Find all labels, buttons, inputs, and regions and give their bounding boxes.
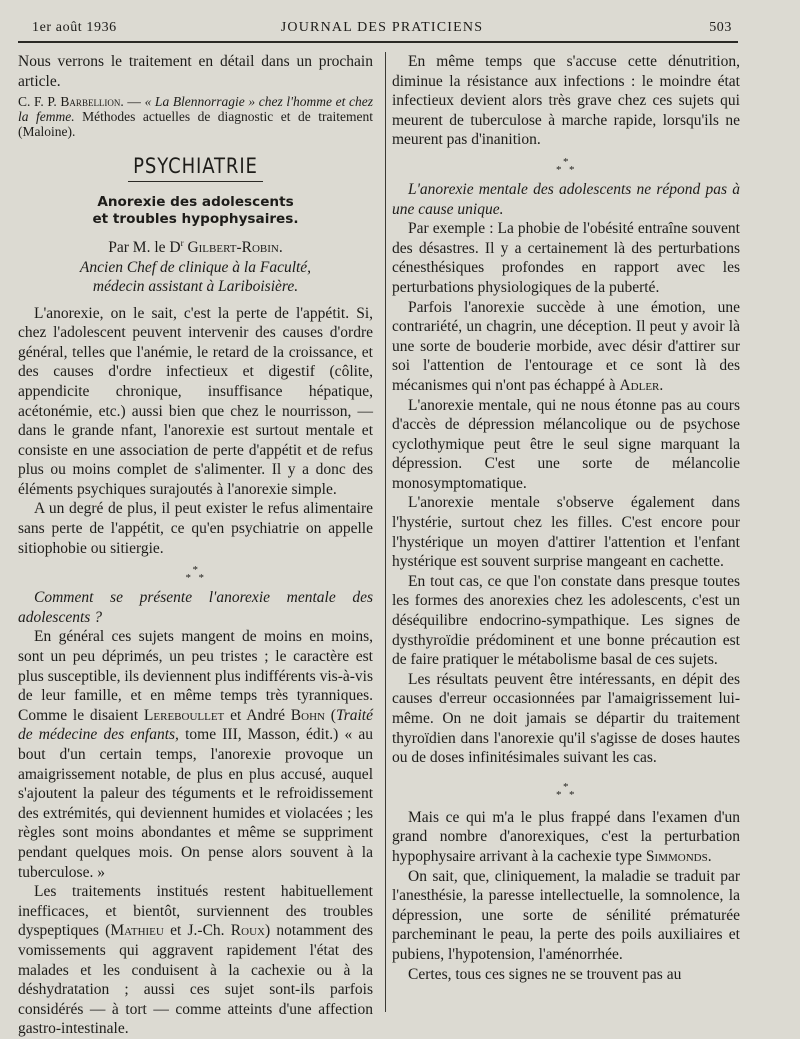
section-separator	[392, 768, 740, 808]
article-title-line-2: et troubles hypophysaires.	[92, 210, 299, 227]
body-paragraph: Par exemple : La phobie de l'obésité entraîne souvent des désastres. Il y a certainement là des perturbations cénesthésiques profondes en rapport avec les perturbations physiologiques de la puberté.	[392, 220, 740, 296]
header-page-number: 503	[709, 20, 732, 35]
body-paragraph: A un degré de plus, il peut exister le refus alimentaire sans perte de l'appétit, ce qu'en psychiatrie on appelle sitiophobie ou sitiergie.	[18, 500, 373, 557]
separator-star: *	[185, 572, 191, 585]
header-rule	[18, 41, 738, 43]
byline-author: Gilbert-Robin.	[183, 238, 283, 256]
body-paragraph	[18, 882, 373, 1039]
text-run: ) notamment des vomissements qui aggravent rapidement l'état des malades et les conduisent à la cachexie ou à la déshydratation ; aussi ces sujet sont-ils parfois considérés — à tort — comme atteints d'une affection gastro-intestinale.	[18, 922, 373, 1038]
text-run: En général ces sujets mangent de moins en moins, sont un peu déprimés, un peu tristes ; le caractère est plus susceptible, ils deviennent plus indifférents vis-à-vis de leur famille, et en même temps très tyranniques. Comme le disaient	[18, 628, 373, 724]
body-paragraph: En tout cas, ce que l'on constate dans presque toutes les formes des anorexies chez les adolescents, c'est un déséquilibre endocrino-sympathique. Les signes de dysthyroïdie prédominent et une bonne précaution est de faire pratiquer le métabolisme basal de ces sujets.	[392, 572, 740, 669]
rubric-wrapper	[18, 154, 373, 182]
cited-author: Bohn	[290, 706, 325, 724]
body-paragraph	[392, 808, 740, 867]
section-question: Comment se présente l'anorexie mentale des adolescents ?	[18, 589, 373, 626]
cited-work: Traité de médecine des enfants,	[18, 706, 373, 744]
body-paragraph: Les résultats peuvent être intéressants, en dépit des causes d'erreur occasionnées par l'amaigrissement lui-même. On ne doit jamais se départir du traitement thyroïdien dans l'anorexie qu'il s'agisse de doses hautes ou de doses infinitésimales suivant les cas.	[392, 670, 740, 767]
byline-sup: r	[180, 237, 184, 248]
reference-details: Méthodes actuelles de diagnostic et de traitement (Maloine).	[18, 109, 373, 140]
text-run: et J.-Ch.	[163, 922, 231, 940]
byline-prefix: Par M. le D	[108, 238, 181, 256]
reference-dash: —	[123, 94, 145, 110]
separator-star: *	[556, 788, 562, 801]
text-run: et André	[224, 706, 291, 724]
body-paragraph	[392, 298, 740, 396]
author-affiliation	[18, 258, 373, 296]
text-run: Les traitements institués restent habituellement inefficaces, et bientôt, surviennent des troubles dyspeptiques (	[18, 883, 373, 940]
text-run: Parfois l'anorexie succède à une émotion, une contrariété, un chagrin, une déception. Il peut y avoir là une sorte de bouderie morbide, avec désir d'attirer sur soi l'attention de l'entourage et ce sont là des mécanismes qui n'ont pas échappé à	[392, 298, 740, 394]
header-date: 1er août 1936	[32, 20, 117, 35]
article-byline	[18, 234, 373, 258]
header-journal-title: JOURNAL DES PRATICIENS	[280, 20, 484, 35]
article-title-line-1: Anorexie des adolescents	[97, 193, 294, 210]
section-question: L'anorexie mentale des adolescents ne répond pas à une cause unique.	[392, 180, 740, 218]
bibliographic-reference	[18, 94, 373, 139]
body-paragraph	[18, 627, 373, 882]
left-column	[18, 52, 373, 1039]
reference-title: « La Blennorragie » chez l'homme et chez la femme.	[18, 94, 374, 125]
separator-star: *	[563, 780, 569, 793]
separator-star: *	[198, 572, 204, 585]
separator-star: *	[192, 564, 198, 577]
text-run: tome III, Masson, édit.) « au bout d'un certain temps, l'anorexie provoque un amaigrissement notable, de plus en plus accusé, auquel s'ajoutent la paleur des téguments et le refroidissement des extrémités, qui deviennent humides et violacées ; les règles sont moins abondantes et même se suppriment pendant quelques mois. On pense alors souvent à la tuberculose. »	[18, 726, 373, 881]
separator-star: *	[569, 163, 575, 176]
column-divider	[385, 52, 386, 1012]
body-paragraph: Certes, tous ces signes ne se trouvent pas au	[408, 965, 682, 983]
body-paragraph: L'anorexie mentale, qui ne nous étonne pas au cours d'accès de dépression mélancolique ou de psychose cyclothymique peut être le seul signe marquant la dépression. C'est une sorte de mélancolie monosymptomatique.	[392, 396, 740, 492]
cited-author: Mathieu	[110, 922, 164, 940]
running-header	[32, 18, 732, 40]
affiliation-line-1: Ancien Chef de clinique à la Faculté,	[79, 258, 312, 276]
cited-author: Adler.	[619, 376, 664, 394]
text-run: (	[324, 706, 336, 724]
section-rubric: PSYCHIATRIE	[128, 157, 263, 182]
body-paragraph: L'anorexie, on le sait, c'est la perte de l'appétit. Si, chez l'adolescent peuvent intervenir des causes d'ordre général, telles que l'anémie, le retard de la croissance, et des causes d'ordre infectieux et digestif (côlite, appendicite chronique, insuffisance hépatique, acétonémie, etc.) aussi bien que chez le nourrisson, — dans le grande nfant, l'anorexie est surtout mentale et consiste en une association de perte d'appétit et de refus plus ou moins complet de s'alimenter. Il y a donc des éléments psychiques surajoutés à l'anorexie simple.	[18, 304, 373, 498]
separator-star: *	[569, 788, 575, 801]
affiliation-line-2: médecin assistant à Lariboisière.	[92, 277, 299, 295]
closing-paragraph: Nous verrons le traitement en détail dans un prochain article.	[18, 53, 373, 90]
separator-star: *	[556, 163, 562, 176]
body-paragraph: On sait, que, cliniquement, la maladie se traduit par l'anesthésie, la paresse intellectuelle, la somnolence, la dépression, une sorte de sénilité prématurée parcheminant le peau, la perte des poils auxiliaires et pubiens, l'hypotension, l'aménorrhée.	[392, 867, 740, 963]
cited-author: Simmonds.	[645, 847, 712, 865]
cited-author: Roux	[230, 922, 265, 940]
body-paragraph: En même temps que s'accuse cette dénutrition, diminue la résistance aux infections : le moindre état infectieux devient alors très grave chez ces sujets qui meurent de tuberculose à marche rapide, lorsqu'ils ne meurent pas d'inanition.	[392, 53, 740, 149]
article-title	[18, 194, 373, 228]
section-separator	[18, 558, 373, 588]
reference-author: C. F. P. Barbellion.	[18, 94, 124, 110]
cited-author: Lereboullet	[143, 706, 225, 724]
text-run: Mais ce qui m'a le plus frappé dans l'examen d'un grand nombre d'anorexiques, c'est la perturbation hypophysaire arrivant à la cachexie type	[392, 808, 740, 865]
section-separator	[392, 150, 740, 180]
body-paragraph: L'anorexie mentale s'observe également dans l'hystérie, surtout chez les filles. C'est encore pour l'hystérique un moyen d'attirer l'attention et l'enfant hystérique est souvent surprise mangeant en cachette.	[392, 494, 740, 571]
separator-star: *	[563, 155, 569, 168]
right-column	[392, 52, 740, 984]
